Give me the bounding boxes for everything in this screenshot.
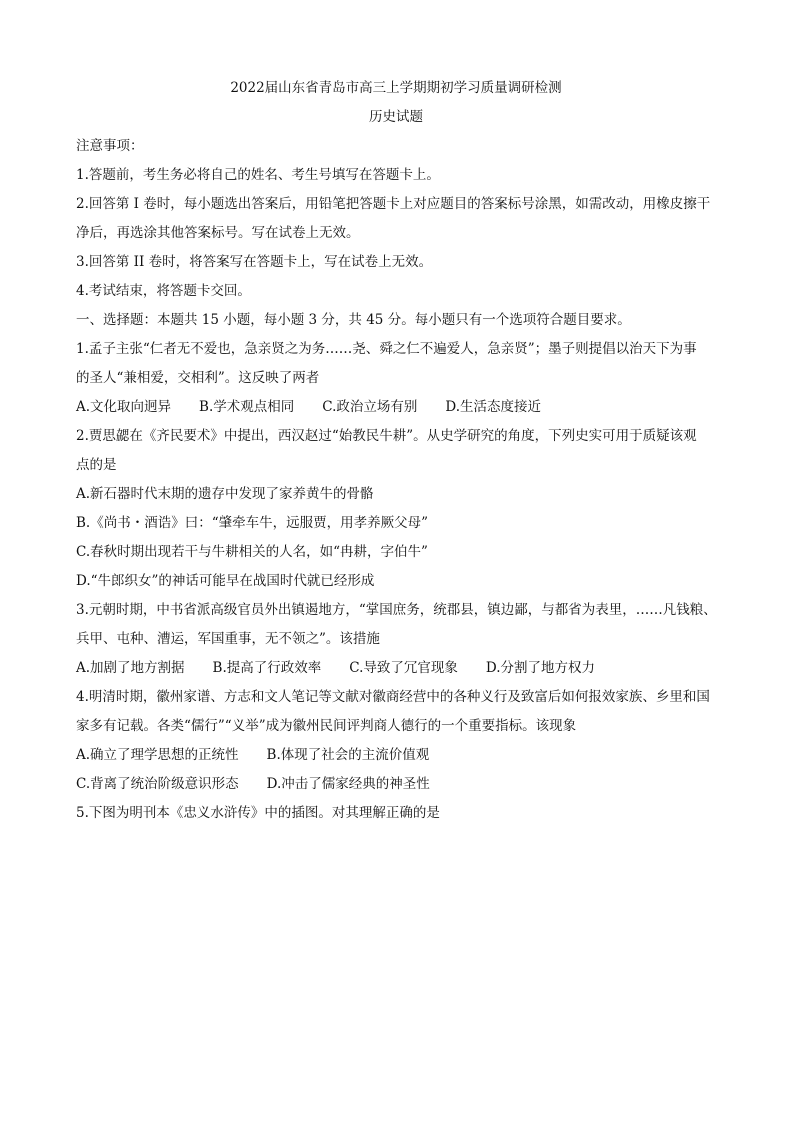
question-3-option-d: D.分割了地方权力 bbox=[485, 660, 596, 676]
question-5-line-1: 5.下图为明刊本《忠义水浒传》中的插图。对其理解正确的是 bbox=[76, 805, 440, 821]
note-item-3: 3.回答第 II 卷时，将答案写在答题卡上，写在试卷上无效。 bbox=[76, 254, 433, 270]
note-item-1: 1.答题前，考生务必将自己的姓名、考生号填写在答题卡上。 bbox=[76, 167, 440, 183]
question-4-line-2: 家多有记载。各类“儒行”“义举”成为徽州民间评判商人德行的一个重要指标。该现象 bbox=[76, 718, 577, 734]
notes-heading: 注意事项： bbox=[76, 138, 144, 154]
question-4-option-c: C.背离了统治阶级意识形态 bbox=[76, 776, 239, 792]
question-4-option-d: D.冲击了儒家经典的神圣性 bbox=[266, 776, 430, 792]
question-2-line-2: 点的是 bbox=[76, 457, 117, 473]
question-1-option-b: B.学术观点相同 bbox=[199, 399, 295, 415]
question-3-line-1: 3.元朝时期，中书省派高级官员外出镇遏地方，“掌国庶务，统郡县，镇边鄙，与都省为表里，……凡钱粮、 bbox=[76, 602, 717, 618]
question-4-option-b: B.体现了社会的主流价值观 bbox=[266, 747, 430, 763]
question-1-line-1: 1.孟子主张“仁者无不爱也，急亲贤之为务……尧、舜之仁不遍爱人，急亲贤”；墨子则提倡以治天下为事 bbox=[76, 341, 697, 357]
question-3-options bbox=[76, 658, 716, 678]
note-item-2-cont: 净后，再选涂其他答案标号。写在试卷上无效。 bbox=[76, 225, 360, 241]
question-2-option-d: D.“牛郎织女”的神话可能早在战国时代就已经形成 bbox=[76, 573, 375, 589]
question-3-line-2: 兵甲、屯种、漕运，军国重事，无不领之”。该措施 bbox=[76, 631, 380, 647]
note-item-2: 2.回答第 I 卷时，每小题选出答案后，用铅笔把答题卡上对应题目的答案标号涂黑，如需改动，用橡皮擦干 bbox=[76, 196, 711, 212]
question-3-option-b: B.提高了行政效率 bbox=[212, 660, 322, 676]
question-2-option-b: B.《尚书・酒诰》曰：“肇牵车牛，远服贾，用孝养厥父母” bbox=[76, 515, 429, 531]
question-4-line-1: 4.明清时期，徽州家谱、方志和文人笔记等文献对徽商经营中的各种义行及致富后如何报效家族、乡里和国 bbox=[76, 689, 710, 705]
section-heading: 一、选择题：本题共 15 小题，每小题 3 分，共 45 分。每小题只有一个选项符合题目要求。 bbox=[76, 312, 631, 328]
question-1-option-d: D.生活态度接近 bbox=[445, 399, 542, 415]
question-3-option-c: C.导致了冗官现象 bbox=[349, 660, 458, 676]
question-4-options-row-1 bbox=[76, 745, 716, 765]
question-1-options bbox=[76, 397, 716, 417]
question-1-line-2: 的圣人“兼相爱，交相利”。这反映了两者 bbox=[76, 370, 320, 386]
question-2-line-1: 2.贾思勰在《齐民要术》中提出，西汉赵过“始教民牛耕”。从史学研究的角度，下列史实可用于质疑该观 bbox=[76, 428, 697, 444]
question-1-option-a: A.文化取向迥异 bbox=[76, 399, 172, 415]
question-3-option-a: A.加剧了地方割据 bbox=[76, 660, 185, 676]
question-2-option-c: C.春秋时期出现若干与牛耕相关的人名，如“冉耕，字伯牛” bbox=[76, 544, 428, 560]
question-4-options-row-2 bbox=[76, 774, 716, 794]
question-4-option-a: A.确立了理学思想的正统性 bbox=[76, 747, 239, 763]
exam-subtitle: 历史试题 bbox=[369, 109, 423, 125]
exam-title: 2022届山东省青岛市高三上学期期初学习质量调研检测 bbox=[230, 80, 562, 96]
question-2-option-a: A.新石器时代末期的遗存中发现了家养黄牛的骨骼 bbox=[76, 486, 374, 502]
question-1-option-c: C.政治立场有别 bbox=[322, 399, 418, 415]
note-item-4: 4.考试结束，将答题卡交回。 bbox=[76, 283, 251, 299]
